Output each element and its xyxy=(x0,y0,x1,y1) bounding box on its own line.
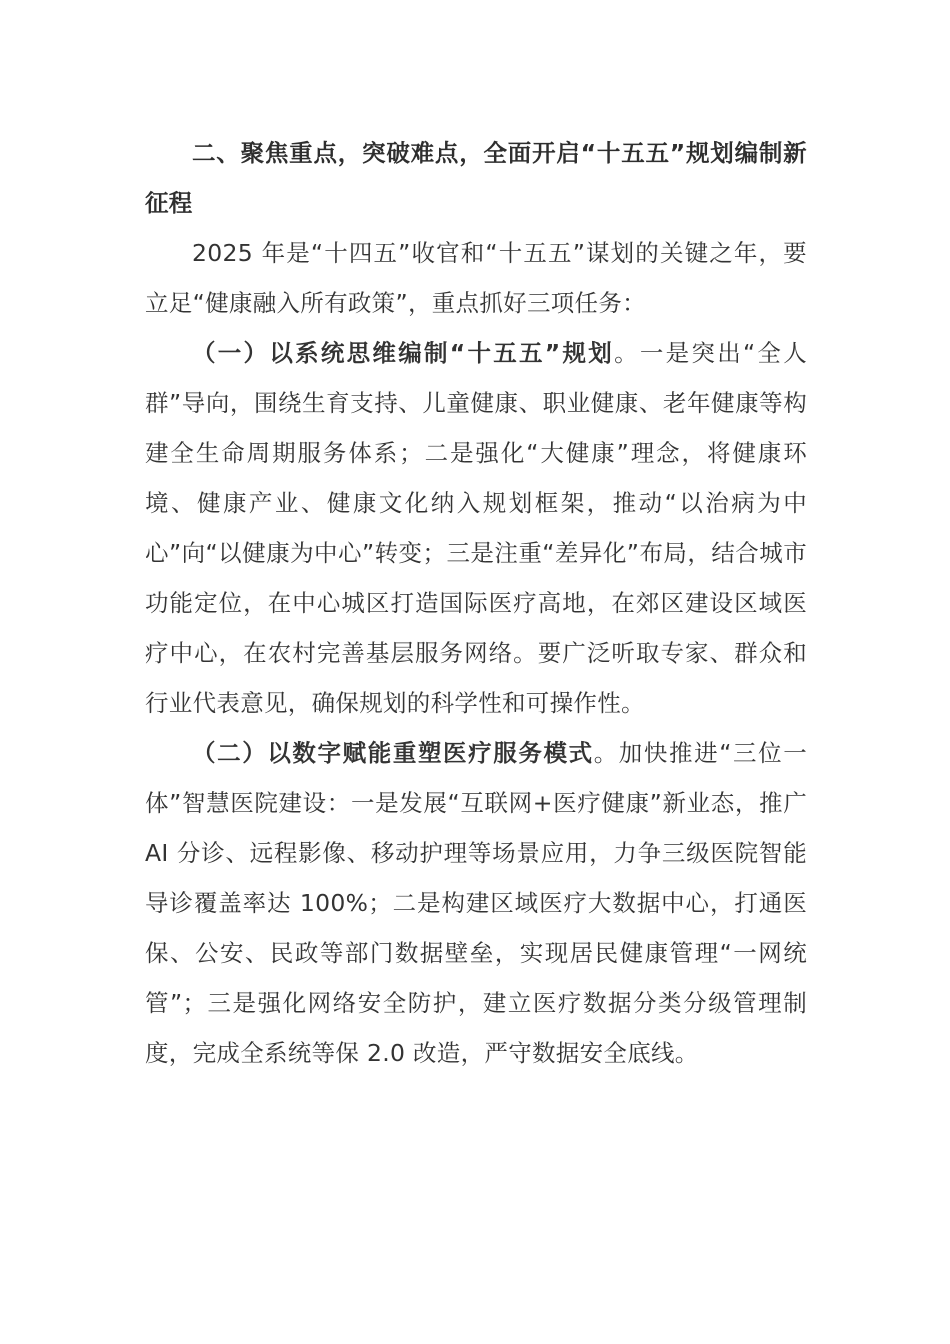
document-body xyxy=(145,128,807,1078)
item-two-title: （二）以数字赋能重塑医疗服务模式 xyxy=(192,739,594,767)
item-one-title: （一）以系统思维编制“十五五”规划 xyxy=(192,339,615,367)
item-two-body: 。加快推进“三位一体”智慧医院建设：一是发展“互联网+医疗健康”新业态，推广 AI 分诊、远程影像、移动护理等场景应用，力争三级医院智能导诊覆盖率达 100%；二是构建区域医疗大数据中心，打通医保、公安、民政等部门数据壁垒，实现居民健康管理“一网统管”；三是强化网络安全防护，建立医疗数据分类分级管理制度，完成全系统等保 2.0 改造，严守数据安全底线。 xyxy=(145,739,807,1067)
intro-paragraph: 2025 年是“十四五”收官和“十五五”谋划的关键之年，要立足“健康融入所有政策”，重点抓好三项任务： xyxy=(145,239,807,317)
item-one-paragraph xyxy=(145,328,807,728)
section-heading: 二、聚焦重点，突破难点，全面开启“十五五”规划编制新征程 xyxy=(145,139,807,217)
item-one-body: 。一是突出“全人群”导向，围绕生育支持、儿童健康、职业健康、老年健康等构建全生命周期服务体系；二是强化“大健康”理念，将健康环境、健康产业、健康文化纳入规划框架，推动“以治病为中心”向“以健康为中心”转变；三是注重“差异化”布局，结合城市功能定位，在中心城区打造国际医疗高地，在郊区建设区域医疗中心，在农村完善基层服务网络。要广泛听取专家、群众和行业代表意见，确保规划的科学性和可操作性。 xyxy=(145,339,807,717)
item-two-paragraph xyxy=(145,728,807,1078)
